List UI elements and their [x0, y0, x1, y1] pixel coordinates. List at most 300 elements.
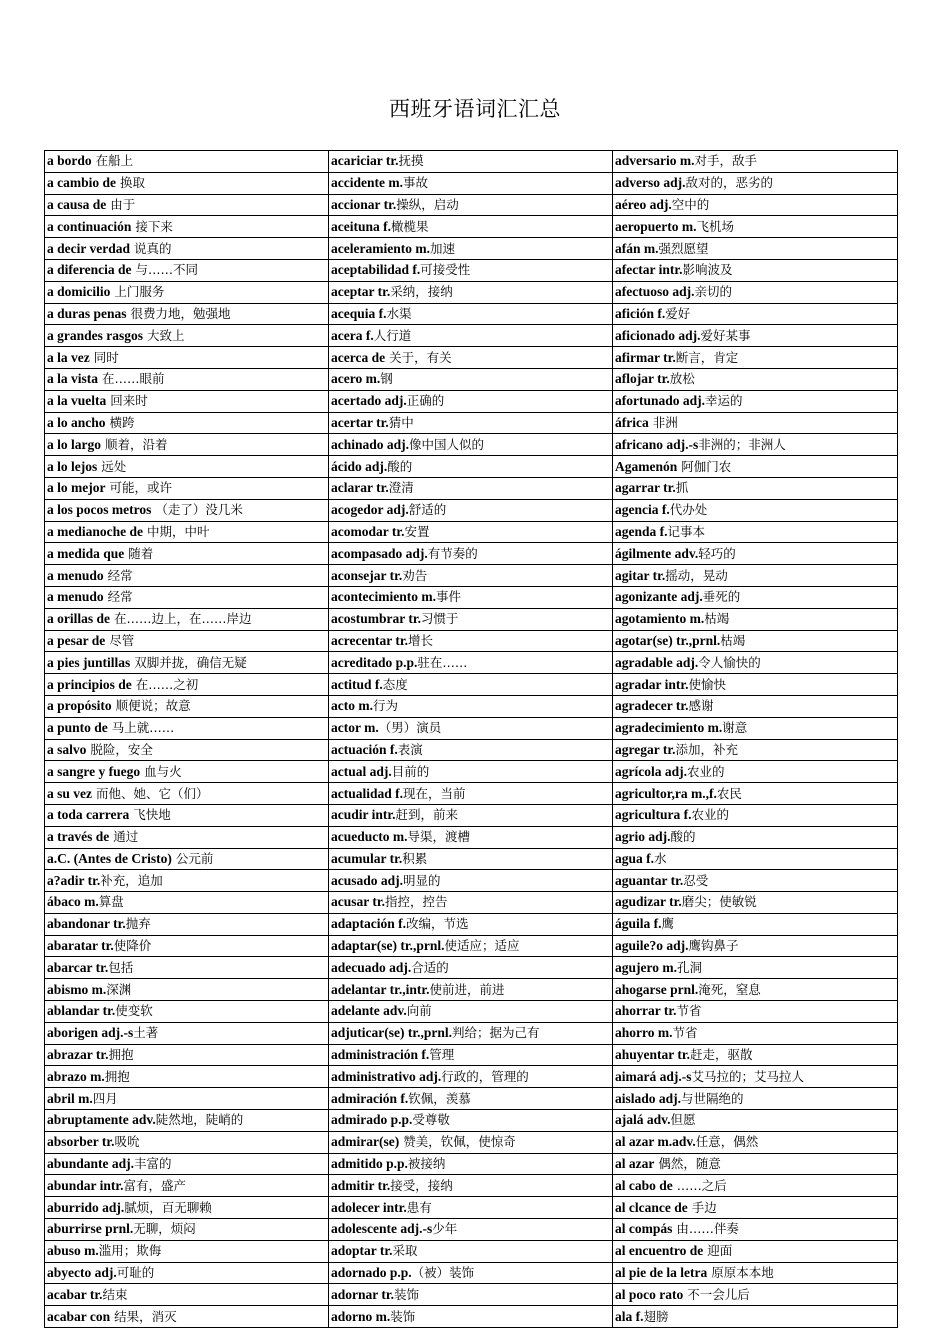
- vocab-term: afortunado adj.: [615, 393, 706, 409]
- vocab-term: a sangre y fuego: [47, 763, 141, 779]
- vocab-cell: [613, 238, 898, 260]
- table-row: [45, 238, 898, 260]
- vocab-term: a su vez: [47, 785, 92, 801]
- vocab-cell: [329, 652, 613, 674]
- vocab-term: adorno m.: [331, 1308, 391, 1324]
- vocab-term: a propósito: [47, 698, 112, 714]
- vocab-meaning: （走了）没几米: [151, 502, 243, 518]
- vocab-cell: [329, 848, 613, 870]
- vocab-meaning: 强烈愿望: [658, 240, 709, 256]
- table-row: [45, 477, 898, 499]
- vocab-cell: [613, 695, 898, 717]
- vocab-cell: [613, 1262, 898, 1284]
- vocab-meaning: 事件: [435, 589, 461, 605]
- vocab-cell: [613, 325, 898, 347]
- vocab-term: africano adj.-s: [615, 436, 699, 452]
- table-row: [45, 1240, 898, 1262]
- vocab-cell: [613, 172, 898, 194]
- vocab-term: admirar(se): [331, 1134, 400, 1150]
- vocab-cell: [329, 674, 613, 696]
- vocab-meaning: 令人愉快的: [698, 654, 761, 670]
- vocab-term: ágilmente adv.: [615, 545, 699, 561]
- table-row: [45, 1284, 898, 1306]
- table-row: [45, 761, 898, 783]
- vocab-meaning: 使前进，前进: [429, 981, 505, 997]
- table-row: [45, 979, 898, 1001]
- vocab-meaning: 拥抱: [108, 1047, 134, 1063]
- table-row: [45, 259, 898, 281]
- vocab-meaning: 无聊，烦闷: [133, 1221, 196, 1237]
- vocab-cell: [45, 848, 329, 870]
- vocab-term: acompasado adj.: [331, 545, 428, 561]
- vocab-term: adelante adv.: [331, 1003, 407, 1019]
- vocab-meaning: 幸运的: [705, 393, 743, 409]
- vocab-cell: [613, 870, 898, 892]
- vocab-cell: [45, 1088, 329, 1110]
- vocab-meaning: 吸吮: [114, 1134, 140, 1150]
- vocab-meaning: 管理: [429, 1047, 455, 1063]
- vocab-term: ahogarse prnl.: [615, 981, 699, 997]
- vocab-meaning: 钦佩，羡慕: [408, 1090, 471, 1106]
- vocab-meaning: 公元前: [171, 850, 214, 866]
- vocab-meaning: 农民: [716, 785, 742, 801]
- vocab-term: acumular tr.: [331, 850, 403, 866]
- vocab-meaning: 由……伴奏: [672, 1221, 739, 1237]
- vocab-term: abundante adj.: [47, 1156, 135, 1172]
- vocab-term: achinado adj.: [331, 436, 410, 452]
- vocab-term: ajalá adv.: [615, 1112, 671, 1128]
- vocab-meaning: 腻烦，百无聊赖: [124, 1199, 212, 1215]
- vocab-term: aéreo adj.: [615, 196, 672, 212]
- vocab-cell: [45, 477, 329, 499]
- vocab-cell: [329, 717, 613, 739]
- vocab-meaning: 大致上: [143, 327, 185, 343]
- vocab-cell: [329, 238, 613, 260]
- vocab-cell: [613, 390, 898, 412]
- vocab-cell: [329, 826, 613, 848]
- vocab-meaning: 而他、她、它（们）: [92, 785, 209, 801]
- vocab-meaning: 舒适的: [408, 502, 447, 518]
- vocab-cell: [45, 892, 329, 914]
- vocab-meaning: 节省: [676, 1003, 702, 1019]
- vocab-meaning: 通过: [109, 829, 139, 845]
- table-row: [45, 172, 898, 194]
- vocab-meaning: 行政的，管理的: [441, 1068, 529, 1084]
- vocab-term: abrazar tr.: [47, 1047, 109, 1063]
- vocab-term: abaratar tr.: [47, 938, 114, 954]
- vocab-cell: [329, 957, 613, 979]
- vocab-meaning: 装饰: [390, 1308, 416, 1324]
- vocab-cell: [329, 172, 613, 194]
- vocab-cell: [613, 739, 898, 761]
- vocab-term: agrícola adj.: [615, 763, 687, 779]
- vocab-meaning: 积累: [402, 850, 428, 866]
- vocab-cell: [329, 739, 613, 761]
- vocab-meaning: 血与火: [140, 763, 182, 779]
- vocab-cell: [329, 761, 613, 783]
- vocab-meaning: 采取: [392, 1243, 418, 1259]
- vocab-meaning: 结果，消灭: [110, 1308, 177, 1324]
- vocab-meaning: 赶走，驱散: [690, 1047, 753, 1063]
- vocab-term: acudir intr.: [331, 807, 396, 823]
- vocab-cell: [45, 783, 329, 805]
- table-row: [45, 935, 898, 957]
- table-row: [45, 543, 898, 565]
- vocab-meaning: 爱好: [665, 305, 691, 321]
- vocab-cell: [329, 194, 613, 216]
- vocab-term: a cambio de: [47, 175, 116, 191]
- vocab-cell: [613, 1197, 898, 1219]
- vocab-meaning: 可耻的: [116, 1265, 155, 1281]
- vocab-cell: [329, 543, 613, 565]
- vocab-meaning: 尽管: [105, 632, 135, 648]
- vocab-cell: [613, 935, 898, 957]
- vocab-cell: [613, 717, 898, 739]
- vocab-meaning: 水渠: [386, 305, 412, 321]
- vocab-meaning: 代办处: [669, 502, 708, 518]
- vocab-term: al azar: [615, 1156, 655, 1172]
- vocab-cell: [45, 979, 329, 1001]
- vocab-term: administración f.: [331, 1047, 430, 1063]
- vocab-term: acusado adj.: [331, 872, 404, 888]
- vocab-cell: [329, 1197, 613, 1219]
- vocab-cell: [329, 1131, 613, 1153]
- vocab-cell: [613, 303, 898, 325]
- vocab-cell: [45, 172, 329, 194]
- vocab-meaning: 鹰钩鼻子: [688, 938, 739, 954]
- vocab-cell: [45, 1001, 329, 1023]
- vocab-term: agotamiento m.: [615, 611, 705, 627]
- vocab-term: agitar tr.: [615, 567, 666, 583]
- vocab-cell: [329, 935, 613, 957]
- vocab-meaning: 节省: [672, 1025, 698, 1041]
- vocab-term: águila f.: [615, 916, 662, 932]
- vocab-term: a toda carrera: [47, 807, 130, 823]
- vocab-term: abundar intr.: [47, 1177, 124, 1193]
- vocab-cell: [45, 281, 329, 303]
- vocab-meaning: （被）装饰: [411, 1265, 475, 1281]
- vocab-meaning: 飞机场: [696, 218, 734, 234]
- vocab-meaning: 关于，有关: [385, 349, 452, 365]
- vocab-term: aceleramiento m.: [331, 240, 430, 256]
- vocab-cell: [613, 892, 898, 914]
- table-row: [45, 652, 898, 674]
- vocab-term: acostumbrar tr.: [331, 611, 421, 627]
- vocab-meaning: 明显的: [403, 872, 441, 888]
- vocab-meaning: 算盘: [98, 894, 124, 910]
- vocab-meaning: 敌对的，恶劣的: [685, 175, 774, 191]
- vocab-meaning: 空中的: [671, 196, 710, 212]
- vocab-cell: [45, 347, 329, 369]
- vocab-cell: [329, 804, 613, 826]
- vocab-term: agradable adj.: [615, 654, 699, 670]
- vocab-meaning: 不一会儿后: [683, 1286, 750, 1302]
- vocab-meaning: （男）演员: [378, 720, 442, 736]
- vocab-term: aburrido adj.: [47, 1199, 125, 1215]
- vocab-meaning: 与……不同: [131, 262, 198, 278]
- vocab-meaning: 磨尖；使敏锐: [681, 894, 757, 910]
- vocab-meaning: 横跨: [105, 414, 135, 430]
- vocab-term: abril m.: [47, 1090, 93, 1106]
- vocab-cell: [45, 1022, 329, 1044]
- vocab-cell: [613, 1066, 898, 1088]
- vocab-meaning: 经常: [103, 567, 133, 583]
- vocab-term: acertado adj.: [331, 393, 407, 409]
- table-row: [45, 1066, 898, 1088]
- vocab-cell: [329, 565, 613, 587]
- vocab-meaning: 随着: [124, 545, 154, 561]
- vocab-term: acera f.: [331, 327, 374, 343]
- vocab-term: agotar(se) tr.,prnl.: [615, 632, 721, 648]
- table-row: [45, 412, 898, 434]
- vocab-term: a orillas de: [47, 611, 110, 627]
- vocab-term: acusar tr.: [331, 894, 385, 910]
- vocab-meaning: 导渠，渡槽: [407, 829, 471, 845]
- vocab-term: al poco rato: [615, 1286, 684, 1302]
- vocab-term: aguantar tr.: [615, 872, 684, 888]
- table-row: [45, 1197, 898, 1219]
- vocab-term: ahorrar tr.: [615, 1003, 677, 1019]
- vocab-term: aceptar tr.: [331, 284, 391, 300]
- vocab-meaning: 摇动，晃动: [665, 567, 728, 583]
- vocab-meaning: 农业的: [687, 763, 725, 779]
- vocab-cell: [45, 957, 329, 979]
- vocab-cell: [45, 194, 329, 216]
- vocab-term: accionar tr.: [331, 196, 397, 212]
- vocab-cell: [329, 216, 613, 238]
- vocab-meaning: 酸的: [387, 458, 413, 474]
- vocab-cell: [613, 652, 898, 674]
- table-row: [45, 870, 898, 892]
- vocab-cell: [613, 521, 898, 543]
- vocab-term: actualidad f.: [331, 785, 404, 801]
- vocab-meaning: 亲切的: [694, 284, 733, 300]
- vocab-cell: [613, 630, 898, 652]
- vocab-term: acerca de: [331, 349, 386, 365]
- vocab-meaning: 双脚并拢，确信无疑: [130, 654, 247, 670]
- vocab-cell: [613, 281, 898, 303]
- vocab-cell: [329, 477, 613, 499]
- vocab-cell: [45, 935, 329, 957]
- vocab-meaning: 向前: [406, 1003, 432, 1019]
- vocab-term: abuso m.: [47, 1243, 99, 1259]
- table-row: [45, 804, 898, 826]
- vocab-cell: [613, 434, 898, 456]
- vocab-cell: [45, 368, 329, 390]
- vocab-term: a salvo: [47, 741, 87, 757]
- vocab-cell: [613, 565, 898, 587]
- vocab-term: aficionado adj.: [615, 327, 701, 343]
- vocab-cell: [329, 151, 613, 173]
- vocab-meaning: 结束: [102, 1286, 128, 1302]
- vocab-cell: [45, 695, 329, 717]
- vocab-cell: [45, 826, 329, 848]
- vocab-term: a medida que: [47, 545, 125, 561]
- vocab-cell: [45, 913, 329, 935]
- vocab-cell: [329, 1088, 613, 1110]
- vocab-cell: [613, 848, 898, 870]
- vocab-term: actitud f.: [331, 676, 383, 692]
- vocab-meaning: 事故: [402, 175, 428, 191]
- vocab-meaning: 橄榄果: [391, 218, 429, 234]
- vocab-cell: [329, 913, 613, 935]
- vocab-meaning: 现在，当前: [403, 785, 466, 801]
- vocab-meaning: 远处: [97, 458, 127, 474]
- vocab-term: ablandar tr.: [47, 1003, 116, 1019]
- vocab-cell: [329, 368, 613, 390]
- vocab-cell: [329, 892, 613, 914]
- vocab-cell: [329, 783, 613, 805]
- vocab-meaning: 拥抱: [104, 1068, 130, 1084]
- vocab-cell: [613, 783, 898, 805]
- vocab-term: adaptar(se) tr.,prnl.: [331, 938, 445, 954]
- vocab-cell: [329, 456, 613, 478]
- vocab-term: actor m.: [331, 720, 379, 736]
- vocab-term: al encuentro de: [615, 1243, 704, 1259]
- table-row: [45, 1001, 898, 1023]
- vocab-meaning: 手边: [687, 1199, 717, 1215]
- vocab-term: agregar tr.: [615, 741, 676, 757]
- vocab-meaning: 陡然地，陡峭的: [155, 1112, 244, 1128]
- vocab-term: aimará adj.-s: [615, 1068, 692, 1084]
- vocab-meaning: 态度: [382, 676, 408, 692]
- vocab-term: acertar tr.: [331, 414, 389, 430]
- vocab-cell: [613, 1022, 898, 1044]
- vocab-term: Agamenón: [615, 458, 678, 474]
- vocab-term: acariciar tr.: [331, 153, 399, 169]
- vocab-term: agarrar tr.: [615, 480, 676, 496]
- vocab-cell: [613, 1044, 898, 1066]
- vocab-term: a pies juntillas: [47, 654, 131, 670]
- vocab-term: a decir verdad: [47, 240, 130, 256]
- vocab-cell: [613, 1153, 898, 1175]
- vocab-term: al azar m.adv.: [615, 1134, 696, 1150]
- vocab-cell: [45, 151, 329, 173]
- table-row: [45, 913, 898, 935]
- vocab-term: áfrica: [615, 414, 649, 430]
- page-title: 西班牙语词汇汇总: [389, 97, 561, 121]
- vocab-cell: [45, 1066, 329, 1088]
- vocab-term: agonizante adj.: [615, 589, 703, 605]
- vocab-meaning: 深渊: [106, 981, 132, 997]
- vocab-cell: [329, 281, 613, 303]
- vocab-term: abismo m.: [47, 981, 107, 997]
- table-row: [45, 1262, 898, 1284]
- vocab-meaning: 非洲: [648, 414, 678, 430]
- vocab-term: admitir tr.: [331, 1177, 391, 1193]
- vocab-cell: [329, 434, 613, 456]
- vocab-cell: [329, 1240, 613, 1262]
- vocab-term: a?adir tr.: [47, 872, 101, 888]
- vocab-cell: [329, 586, 613, 608]
- vocab-meaning: 操纵，启动: [396, 196, 459, 212]
- vocab-term: a grandes rasgos: [47, 327, 144, 343]
- vocab-meaning: 枯竭: [704, 611, 730, 627]
- vocab-meaning: 阿伽门农: [677, 458, 732, 474]
- vocab-meaning: 包括: [108, 959, 134, 975]
- vocab-term: acomodar tr.: [331, 523, 405, 539]
- vocab-meaning: 枯竭: [720, 632, 746, 648]
- vocab-cell: [329, 1110, 613, 1132]
- vocab-meaning: ……之后: [672, 1177, 727, 1193]
- vocab-term: acabar tr.: [47, 1286, 103, 1302]
- vocab-meaning: 在……之初: [131, 676, 199, 692]
- vocab-cell: [329, 390, 613, 412]
- vocab-meaning: 任意，偶然: [695, 1134, 759, 1150]
- vocab-term: adecuado adj.: [331, 959, 412, 975]
- table-row: [45, 586, 898, 608]
- vocab-cell: [613, 259, 898, 281]
- vocab-cell: [329, 259, 613, 281]
- vocab-term: a diferencia de: [47, 262, 132, 278]
- vocab-cell: [613, 826, 898, 848]
- vocab-meaning: 抓: [675, 480, 689, 496]
- vocab-meaning: 赶到，前来: [395, 807, 459, 823]
- vocab-meaning: 使降价: [113, 938, 152, 954]
- vocab-cell: [613, 347, 898, 369]
- vocab-term: adverso adj.: [615, 175, 686, 191]
- vocab-meaning: 回来时: [106, 393, 148, 409]
- table-row: [45, 957, 898, 979]
- vocab-meaning: 影响波及: [682, 262, 733, 278]
- vocab-term: adelantar tr.,intr.: [331, 981, 430, 997]
- vocab-meaning: 正确的: [406, 393, 445, 409]
- vocab-cell: [613, 913, 898, 935]
- vocab-cell: [613, 151, 898, 173]
- table-row: [45, 1219, 898, 1241]
- table-row: [45, 499, 898, 521]
- vocab-term: a la vuelta: [47, 393, 107, 409]
- vocab-cell: [45, 652, 329, 674]
- vocab-meaning: 抛弃: [125, 916, 151, 932]
- vocab-meaning: 补充，追加: [100, 872, 163, 888]
- vocab-term: a punto de: [47, 720, 108, 736]
- vocab-term: absorber tr.: [47, 1134, 115, 1150]
- vocab-term: aburrirse prnl.: [47, 1221, 134, 1237]
- vocab-cell: [329, 521, 613, 543]
- vocab-meaning: 土著: [133, 1025, 159, 1041]
- vocab-cell: [613, 216, 898, 238]
- vocab-term: ala f.: [615, 1308, 644, 1324]
- vocab-cell: [45, 717, 329, 739]
- vocab-term: aceptabilidad f.: [331, 262, 421, 278]
- vocab-meaning: 对手，敌手: [694, 153, 757, 169]
- vocab-term: agradar intr.: [615, 676, 689, 692]
- vocab-cell: [329, 1066, 613, 1088]
- vocab-cell: [613, 456, 898, 478]
- vocab-cell: [45, 1262, 329, 1284]
- vocab-meaning: 使变软: [115, 1003, 153, 1019]
- table-row: [45, 347, 898, 369]
- vocab-meaning: 换取: [116, 175, 145, 191]
- vocab-meaning: 少年: [432, 1221, 458, 1237]
- vocab-meaning: 滥用；欺侮: [98, 1243, 162, 1259]
- vocab-term: agua f.: [615, 850, 655, 866]
- vocab-term: a causa de: [47, 196, 107, 212]
- vocab-cell: [613, 957, 898, 979]
- vocab-meaning: 钢: [380, 371, 393, 387]
- table-row: [45, 281, 898, 303]
- vocab-cell: [45, 1284, 329, 1306]
- vocab-cell: [613, 499, 898, 521]
- vocab-meaning: 非洲的；非洲人: [698, 436, 786, 452]
- vocab-cell: [45, 238, 329, 260]
- vocab-cell: [329, 412, 613, 434]
- vocab-term: accidente m.: [331, 175, 403, 191]
- vocab-term: adornar tr.: [331, 1286, 395, 1302]
- vocab-cell: [329, 1153, 613, 1175]
- vocab-meaning: 断言，肯定: [675, 349, 739, 365]
